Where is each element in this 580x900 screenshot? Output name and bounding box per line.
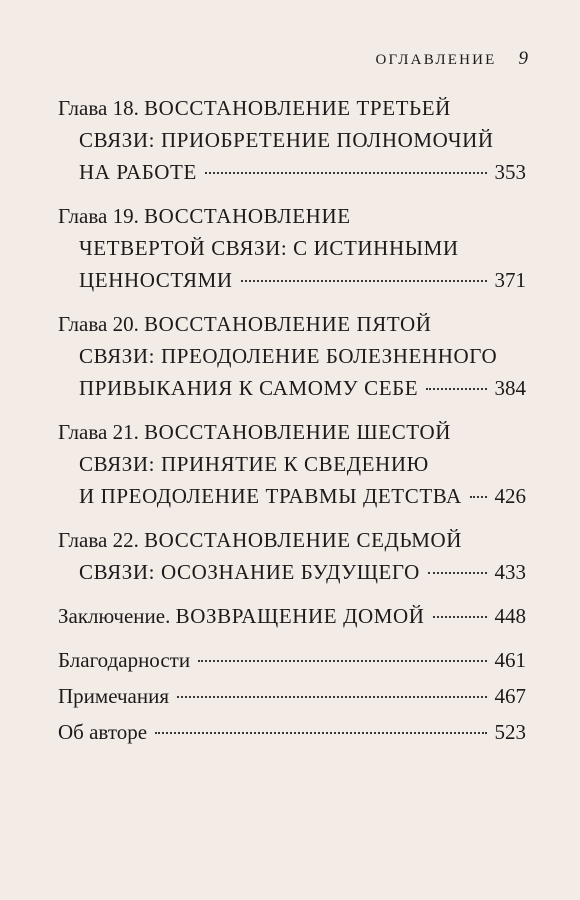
toc-line-text [79, 264, 233, 296]
toc-entry-prefix: Благодарности [58, 648, 191, 672]
toc-entry [58, 716, 526, 748]
toc-line-text [58, 204, 351, 228]
toc-line [58, 524, 526, 556]
toc-entry [58, 416, 526, 512]
dot-leader [426, 388, 486, 390]
toc-line-text [79, 372, 418, 404]
toc-line [58, 156, 526, 188]
toc-entry [58, 308, 526, 404]
toc-line [58, 340, 526, 372]
dot-leader [241, 280, 487, 282]
toc-line-text [58, 600, 425, 632]
toc-entry-title: ВОССТАНОВЛЕНИЕ ТРЕТЬЕЙ [144, 96, 451, 120]
header-title: ОГЛАВЛЕНИЕ [375, 52, 497, 68]
toc-entry-title: ЦЕННОСТЯМИ [79, 268, 233, 292]
toc-line [58, 716, 526, 748]
toc-page-number: 448 [494, 604, 526, 628]
toc-line [58, 416, 526, 448]
toc-line-text [79, 128, 494, 152]
toc-entry [58, 680, 526, 712]
toc-entry-title: ВОССТАНОВЛЕНИЕ ПЯТОЙ [144, 312, 432, 336]
dot-leader [433, 616, 487, 618]
toc-line-text [58, 420, 451, 444]
toc-line-text [79, 556, 420, 588]
header-page-number: 9 [518, 48, 528, 69]
toc-line [58, 600, 526, 632]
toc-line [58, 232, 526, 264]
toc-entry-title: ЧЕТВЕРТОЙ СВЯЗИ: С ИСТИННЫМИ [79, 236, 459, 260]
toc-entry [58, 200, 526, 296]
toc-entry-title: СВЯЗИ: ОСОЗНАНИЕ БУДУЩЕГО [79, 560, 420, 584]
table-of-contents [58, 92, 526, 752]
toc-page-number: 433 [494, 560, 526, 584]
dot-leader [155, 732, 486, 734]
toc-entry-title: НА РАБОТЕ [79, 160, 197, 184]
dot-leader [205, 172, 487, 174]
toc-entry [58, 524, 526, 588]
toc-line-text [58, 312, 432, 336]
dot-leader [177, 696, 486, 698]
toc-entry-title: ВОССТАНОВЛЕНИЕ СЕДЬМОЙ [144, 528, 463, 552]
toc-line-text [79, 452, 429, 476]
toc-line-text [79, 156, 197, 188]
toc-entry-title: И ПРЕОДОЛЕНИЕ ТРАВМЫ ДЕТСТВА [79, 484, 462, 508]
toc-line [58, 448, 526, 480]
toc-line-text [79, 480, 462, 512]
toc-entry [58, 92, 526, 188]
toc-page-number: 467 [494, 684, 526, 708]
toc-line-text [58, 528, 462, 552]
toc-line [58, 264, 526, 296]
toc-line-text [58, 644, 190, 676]
toc-entry [58, 644, 526, 676]
toc-entry-title: ВОССТАНОВЛЕНИЕ [144, 204, 351, 228]
toc-line [58, 644, 526, 676]
toc-line-text [58, 96, 451, 120]
toc-entry-prefix: Об авторе [58, 720, 148, 744]
toc-page-number: 384 [494, 376, 526, 400]
dot-leader [198, 660, 486, 662]
toc-entry-prefix: Примечания [58, 684, 170, 708]
toc-line [58, 92, 526, 124]
toc-line [58, 556, 526, 588]
toc-page-number: 461 [494, 648, 526, 672]
toc-line-text [58, 680, 169, 712]
toc-line-text [79, 236, 459, 260]
dot-leader [428, 572, 487, 574]
toc-entry-title: ВОЗВРАЩЕНИЕ ДОМОЙ [175, 604, 425, 628]
toc-page-number: 353 [494, 160, 526, 184]
toc-line [58, 124, 526, 156]
toc-page-number: 523 [494, 720, 526, 744]
toc-entry-title: СВЯЗИ: ПРИНЯТИЕ К СВЕДЕНИЮ [79, 452, 429, 476]
toc-line-text [58, 716, 147, 748]
toc-entry-prefix: Глава 18. [58, 96, 139, 120]
toc-page-number: 371 [494, 268, 526, 292]
dot-leader [470, 496, 487, 498]
toc-entry-title: ПРИВЫКАНИЯ К САМОМУ СЕБЕ [79, 376, 419, 400]
toc-line-text [79, 344, 497, 368]
toc-line [58, 480, 526, 512]
toc-entry-title: СВЯЗИ: ПРИОБРЕТЕНИЕ ПОЛНОМОЧИЙ [79, 128, 494, 152]
toc-entry [58, 600, 526, 632]
toc-entry-prefix: Глава 21. [58, 420, 139, 444]
toc-line [58, 200, 526, 232]
toc-line [58, 308, 526, 340]
toc-entry-title: ВОССТАНОВЛЕНИЕ ШЕСТОЙ [144, 420, 451, 444]
toc-entry-prefix: Заключение. [58, 604, 171, 628]
toc-entry-prefix: Глава 19. [58, 204, 139, 228]
toc-line [58, 372, 526, 404]
running-header [376, 48, 528, 70]
toc-entry-title: СВЯЗИ: ПРЕОДОЛЕНИЕ БОЛЕЗНЕННОГО [79, 344, 498, 368]
toc-entry-prefix: Глава 22. [58, 528, 139, 552]
toc-entry-prefix: Глава 20. [58, 312, 139, 336]
toc-page-number: 426 [494, 484, 526, 508]
toc-line [58, 680, 526, 712]
